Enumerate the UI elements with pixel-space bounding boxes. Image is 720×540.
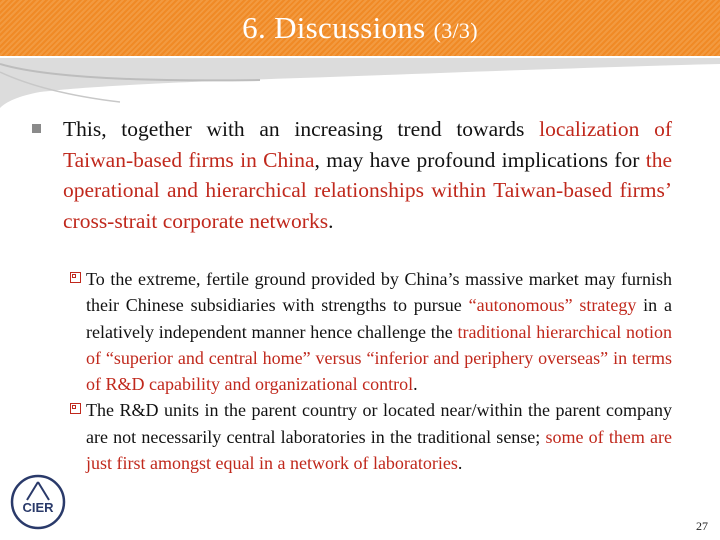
main-highlight-2: the operational and hierarchical relationships within Taiwan-based firms’ cross-strait corporate networks bbox=[63, 147, 672, 233]
title-bar bbox=[0, 0, 720, 56]
main-bullet-marker bbox=[32, 124, 41, 133]
sub-a-highlight-2: traditional hierarchical notion of “superior and central home” versus “inferior and periphery overseas” in terms of R&D capability and organizational control bbox=[86, 321, 672, 395]
main-text-3: . bbox=[328, 208, 334, 233]
main-text-2: , may have profound implications for bbox=[314, 147, 646, 172]
sub-bullet-a bbox=[70, 266, 672, 397]
page-number: 27 bbox=[696, 519, 708, 533]
sub-b-text-2: . bbox=[457, 453, 463, 474]
main-highlight-1: localization of Taiwan-based firms in China bbox=[63, 117, 672, 172]
sub-a-text-1: To the extreme, fertile ground provided by China’s massive market may furnish their Chinese subsidiaries with strengths to pursue bbox=[86, 269, 672, 316]
slide-title bbox=[242, 10, 478, 46]
sub-bullet-b bbox=[70, 397, 672, 476]
sub-bullet-list bbox=[70, 266, 672, 476]
checkbox-bullet-icon bbox=[70, 272, 81, 283]
checkbox-bullet-icon bbox=[70, 403, 81, 414]
sub-b-highlight-1: some of them are just first amongst equal in a network of laboratories bbox=[86, 426, 673, 474]
logo-text: CIER bbox=[22, 500, 54, 515]
slide-title-main: 6. Discussions bbox=[242, 10, 426, 45]
slide-title-sub: (3/3) bbox=[433, 18, 478, 43]
sub-a-text-3: . bbox=[413, 374, 418, 395]
sub-a-text-2: in a relatively independent manner hence challenge the bbox=[86, 295, 672, 342]
main-paragraph bbox=[63, 114, 672, 236]
main-text-1: This, together with an increasing trend towards bbox=[63, 117, 540, 141]
sub-a-highlight-1: “autonomous” strategy bbox=[468, 295, 637, 316]
sub-b-text-1: The R&D units in the parent country or located near/within the parent company are not necessarily central laboratories in the traditional sense; bbox=[86, 400, 672, 447]
cier-logo-icon bbox=[10, 474, 66, 530]
